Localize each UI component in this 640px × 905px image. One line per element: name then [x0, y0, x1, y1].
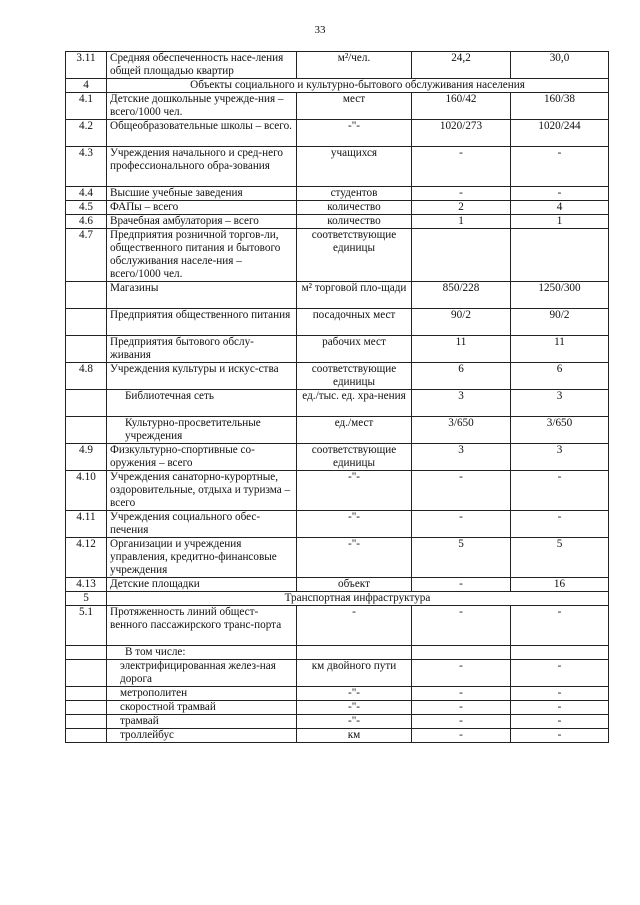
table-row	[66, 715, 609, 729]
row-number: 4.9	[66, 444, 107, 471]
row-number: 4.8	[66, 363, 107, 390]
value-current: -	[412, 687, 511, 701]
value-current	[412, 229, 511, 282]
indicator-name: Предприятия общественного питания	[107, 309, 297, 336]
row-number: 4.7	[66, 229, 107, 282]
page-number: 33	[314, 24, 326, 36]
unit-cell: студентов	[297, 187, 412, 201]
unit-cell: мест	[297, 93, 412, 120]
value-current: 90/2	[412, 309, 511, 336]
value-current: 850/228	[412, 282, 511, 309]
table-row	[66, 201, 609, 215]
table-row	[66, 93, 609, 120]
indicator-name: Учреждения санаторно-курортные, оздоровительные, отдыха и туризма – всего	[107, 471, 297, 511]
value-current: -	[412, 187, 511, 201]
value-current: -	[412, 578, 511, 592]
value-current: -	[412, 471, 511, 511]
row-number: 4.6	[66, 215, 107, 229]
indicator-name: Учреждения культуры и искус-ства	[107, 363, 297, 390]
section-number: 4	[66, 79, 107, 93]
indicator-name: Предприятия розничной торгов-ли, общественного питания и бытового обслуживания населе-ния – всего/1000 чел.	[107, 229, 297, 282]
indicator-name: Библиотечная сеть	[107, 390, 297, 417]
indicator-name: Детские дошкольные учрежде-ния – всего/1000 чел.	[107, 93, 297, 120]
unit-cell: посадочных мест	[297, 309, 412, 336]
value-current: 160/42	[412, 93, 511, 120]
indicator-name: Физкультурно-спортивные со-оружения – всего	[107, 444, 297, 471]
value-target: 160/38	[511, 93, 609, 120]
row-number: 4.1	[66, 93, 107, 120]
table-row	[66, 187, 609, 201]
unit-cell: -"-	[297, 471, 412, 511]
value-target: -	[511, 687, 609, 701]
indicator-name: Организации и учреждения управления, кредитно-финансовые учреждения	[107, 538, 297, 578]
row-number	[66, 646, 107, 660]
table-row	[66, 538, 609, 578]
value-current: 5	[412, 538, 511, 578]
table-row	[66, 120, 609, 147]
indicator-name: Предприятия бытового обслу-живания	[107, 336, 297, 363]
unit-cell: соответствующие единицы	[297, 363, 412, 390]
indicator-name: Учреждения начального и сред-него профессионального обра-зования	[107, 147, 297, 187]
value-target: 3	[511, 444, 609, 471]
value-target: -	[511, 660, 609, 687]
indicator-name: метрополитен	[107, 687, 297, 701]
value-target	[511, 229, 609, 282]
table-row	[66, 471, 609, 511]
value-target: -	[511, 701, 609, 715]
table-row	[66, 309, 609, 336]
row-number	[66, 687, 107, 701]
table-row	[66, 282, 609, 309]
indicator-name: Учреждения социального обес-печения	[107, 511, 297, 538]
row-number: 5.1	[66, 606, 107, 646]
row-number	[66, 701, 107, 715]
value-current: 3	[412, 390, 511, 417]
value-target: 1250/300	[511, 282, 609, 309]
value-current: -	[412, 701, 511, 715]
value-target: 30,0	[511, 52, 609, 79]
indicator-name: Врачебная амбулатория – всего	[107, 215, 297, 229]
indicator-name: Средняя обеспеченность насе-ления общей площадью квартир	[107, 52, 297, 79]
row-number	[66, 309, 107, 336]
unit-cell: -"-	[297, 511, 412, 538]
value-current: -	[412, 715, 511, 729]
indicator-name: Протяженность линий общест-венного пассажирского транс-порта	[107, 606, 297, 646]
unit-cell: ед./мест	[297, 417, 412, 444]
table-row	[66, 229, 609, 282]
value-target: -	[511, 147, 609, 187]
section-title: Транспортная инфраструктура	[107, 592, 609, 606]
indicator-name: В том числе:	[107, 646, 297, 660]
table-row	[66, 646, 609, 660]
value-target: 6	[511, 363, 609, 390]
value-target: -	[511, 471, 609, 511]
row-number	[66, 660, 107, 687]
value-target: 90/2	[511, 309, 609, 336]
table-row	[66, 687, 609, 701]
section-row	[66, 79, 609, 93]
indicator-name: Магазины	[107, 282, 297, 309]
value-target: 5	[511, 538, 609, 578]
unit-cell: м² торговой пло-щади	[297, 282, 412, 309]
table-row	[66, 444, 609, 471]
row-number: 4.4	[66, 187, 107, 201]
table-row	[66, 660, 609, 687]
row-number	[66, 282, 107, 309]
table-row	[66, 701, 609, 715]
value-target: 1	[511, 215, 609, 229]
value-target: -	[511, 606, 609, 646]
indicator-name: трамвай	[107, 715, 297, 729]
unit-cell: -"-	[297, 701, 412, 715]
value-current: -	[412, 147, 511, 187]
unit-cell: км двойного пути	[297, 660, 412, 687]
value-target: -	[511, 511, 609, 538]
value-current: -	[412, 511, 511, 538]
unit-cell: км	[297, 729, 412, 743]
indicator-name: Высшие учебные заведения	[107, 187, 297, 201]
unit-cell: учащихся	[297, 147, 412, 187]
unit-cell	[297, 646, 412, 660]
row-number: 4.12	[66, 538, 107, 578]
row-number	[66, 729, 107, 743]
unit-cell: м²/чел.	[297, 52, 412, 79]
value-current: 3	[412, 444, 511, 471]
row-number: 4.10	[66, 471, 107, 511]
table-row	[66, 729, 609, 743]
section-row	[66, 592, 609, 606]
value-current: 1020/273	[412, 120, 511, 147]
row-number: 4.3	[66, 147, 107, 187]
section-title: Объекты социального и культурно-бытового обслуживания населения	[107, 79, 609, 93]
table-row	[66, 511, 609, 538]
unit-cell: -	[297, 606, 412, 646]
value-current: 2	[412, 201, 511, 215]
row-number	[66, 390, 107, 417]
unit-cell: соответствующие единицы	[297, 444, 412, 471]
value-target: 3/650	[511, 417, 609, 444]
value-current: 6	[412, 363, 511, 390]
unit-cell: -"-	[297, 715, 412, 729]
table-row	[66, 363, 609, 390]
unit-cell: -"-	[297, 538, 412, 578]
value-current: 1	[412, 215, 511, 229]
row-number: 3.11	[66, 52, 107, 79]
table-row	[66, 417, 609, 444]
table-row	[66, 147, 609, 187]
value-current: -	[412, 729, 511, 743]
table-row	[66, 215, 609, 229]
indicators-table	[65, 51, 609, 743]
indicator-name: Культурно-просветительные учреждения	[107, 417, 297, 444]
value-current: 24,2	[412, 52, 511, 79]
value-current: -	[412, 660, 511, 687]
value-target: 4	[511, 201, 609, 215]
indicator-name: Детские площадки	[107, 578, 297, 592]
row-number: 4.11	[66, 511, 107, 538]
value-target	[511, 646, 609, 660]
indicator-name: ФАПы – всего	[107, 201, 297, 215]
table-row	[66, 336, 609, 363]
value-target: 3	[511, 390, 609, 417]
value-target: 11	[511, 336, 609, 363]
row-number	[66, 336, 107, 363]
value-target: 1020/244	[511, 120, 609, 147]
unit-cell: количество	[297, 215, 412, 229]
row-number: 4.13	[66, 578, 107, 592]
unit-cell: количество	[297, 201, 412, 215]
unit-cell: объект	[297, 578, 412, 592]
value-current: 3/650	[412, 417, 511, 444]
table-row	[66, 578, 609, 592]
table-row	[66, 606, 609, 646]
value-current	[412, 646, 511, 660]
value-target: 16	[511, 578, 609, 592]
indicator-name: Общеобразовательные школы – всего.	[107, 120, 297, 147]
indicator-name: электрифицированная желез-ная дорога	[107, 660, 297, 687]
table-row	[66, 52, 609, 79]
value-target: -	[511, 729, 609, 743]
indicator-name: троллейбус	[107, 729, 297, 743]
row-number	[66, 715, 107, 729]
unit-cell: -"-	[297, 120, 412, 147]
value-current: 11	[412, 336, 511, 363]
row-number: 4.5	[66, 201, 107, 215]
unit-cell: ед./тыс. ед. хра-нения	[297, 390, 412, 417]
value-target: -	[511, 187, 609, 201]
table-row	[66, 390, 609, 417]
unit-cell: рабочих мест	[297, 336, 412, 363]
row-number	[66, 417, 107, 444]
value-current: -	[412, 606, 511, 646]
row-number: 4.2	[66, 120, 107, 147]
indicators-table-body	[66, 52, 609, 743]
section-number: 5	[66, 592, 107, 606]
indicator-name: скоростной трамвай	[107, 701, 297, 715]
unit-cell: соответствующие единицы	[297, 229, 412, 282]
unit-cell: -"-	[297, 687, 412, 701]
value-target: -	[511, 715, 609, 729]
